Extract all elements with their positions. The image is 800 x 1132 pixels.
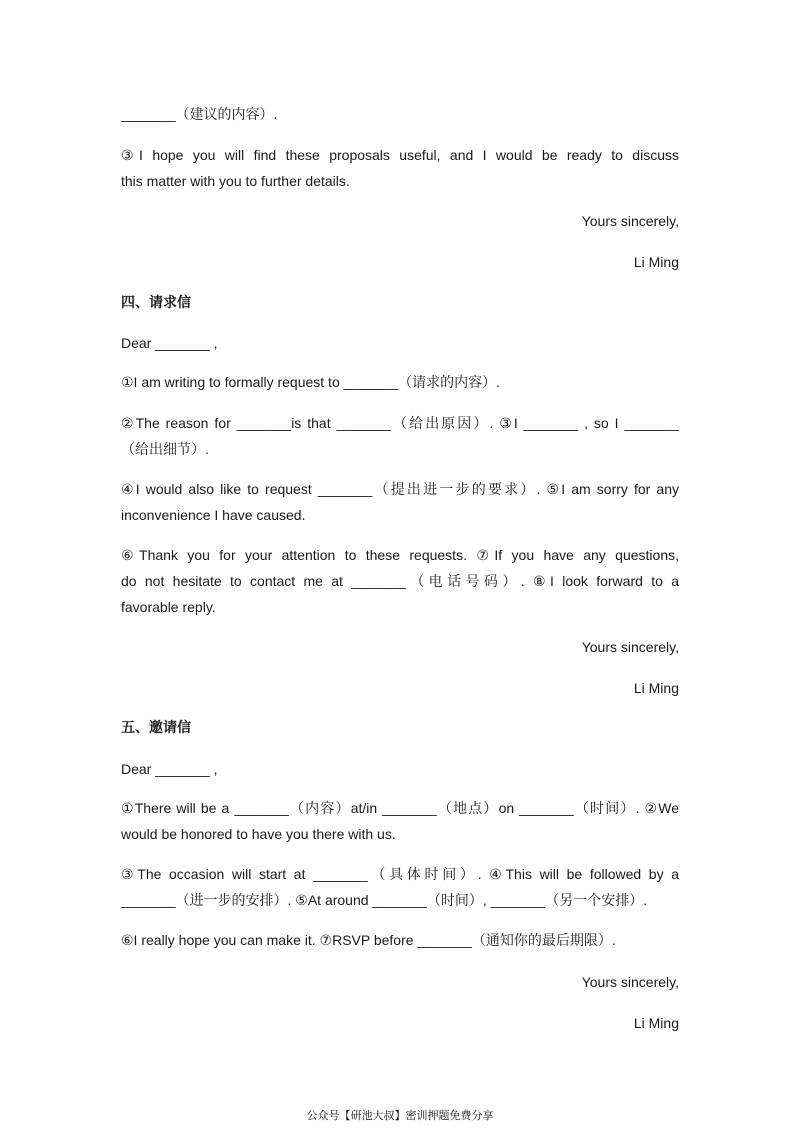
- request-paragraph-6-line-3: favorable reply.: [121, 599, 216, 615]
- signature-text: Li Ming: [633, 680, 679, 696]
- greeting-line: Dear _______ ,: [121, 335, 218, 351]
- request-paragraph-4-line-2: inconvenience I have caused.: [121, 507, 306, 523]
- suggestion-blank-line: _______（建议的内容）.: [121, 106, 278, 122]
- request-paragraph-2-line-2: （给出细节）.: [121, 441, 209, 457]
- closing-text: Yours sincerely,: [581, 974, 679, 990]
- request-paragraph-1: ①I am writing to formally request to _______（请求的内容）.: [121, 374, 501, 390]
- proposal-paragraph-line-2: this matter with you to further details.: [121, 173, 350, 189]
- closing-text: Yours sincerely,: [581, 213, 679, 229]
- footer-text: 公众号【研池大叔】密训押题免费分享: [306, 1110, 494, 1122]
- section-heading-request-letter: 四、请求信: [121, 294, 191, 310]
- request-paragraph-4-line-1: ④I would also like to request _______（提出进一步的要求）. ⑤I am sorry for any: [121, 481, 679, 497]
- invitation-paragraph-3-line-1: ③The occasion will start at _______（具体时间）. ④This will be followed by a: [121, 866, 679, 882]
- signature-text: Li Ming: [633, 254, 679, 270]
- invitation-paragraph-1-line-1: ①There will be a _______（内容）at/in _______（地点）on _______（时间）. ②We: [121, 800, 679, 816]
- signature-text: Li Ming: [633, 1015, 679, 1031]
- proposal-paragraph-line-1: ③I hope you will find these proposals useful, and I would be ready to discuss: [121, 147, 679, 163]
- request-paragraph-6-line-1: ⑥Thank you for your attention to these requests. ⑦If you have any questions,: [121, 547, 679, 563]
- invitation-paragraph-1-line-2: would be honored to have you there with us.: [121, 826, 396, 842]
- request-paragraph-6-line-2: do not hesitate to contact me at _______（电话号码）. ⑧I look forward to a: [121, 573, 679, 589]
- section-heading-invitation-letter: 五、邀请信: [121, 719, 191, 735]
- request-paragraph-2-line-1: ②The reason for _______is that _______（给出原因）. ③I _______ , so I _______: [121, 415, 679, 431]
- greeting-line: Dear _______ ,: [121, 761, 218, 777]
- closing-text: Yours sincerely,: [581, 639, 679, 655]
- invitation-paragraph-3-line-2: _______（进一步的安排）. ⑤At around _______（时间）, _______（另一个安排）.: [121, 892, 648, 908]
- invitation-paragraph-6: ⑥I really hope you can make it. ⑦RSVP before _______（通知你的最后期限）.: [121, 932, 616, 948]
